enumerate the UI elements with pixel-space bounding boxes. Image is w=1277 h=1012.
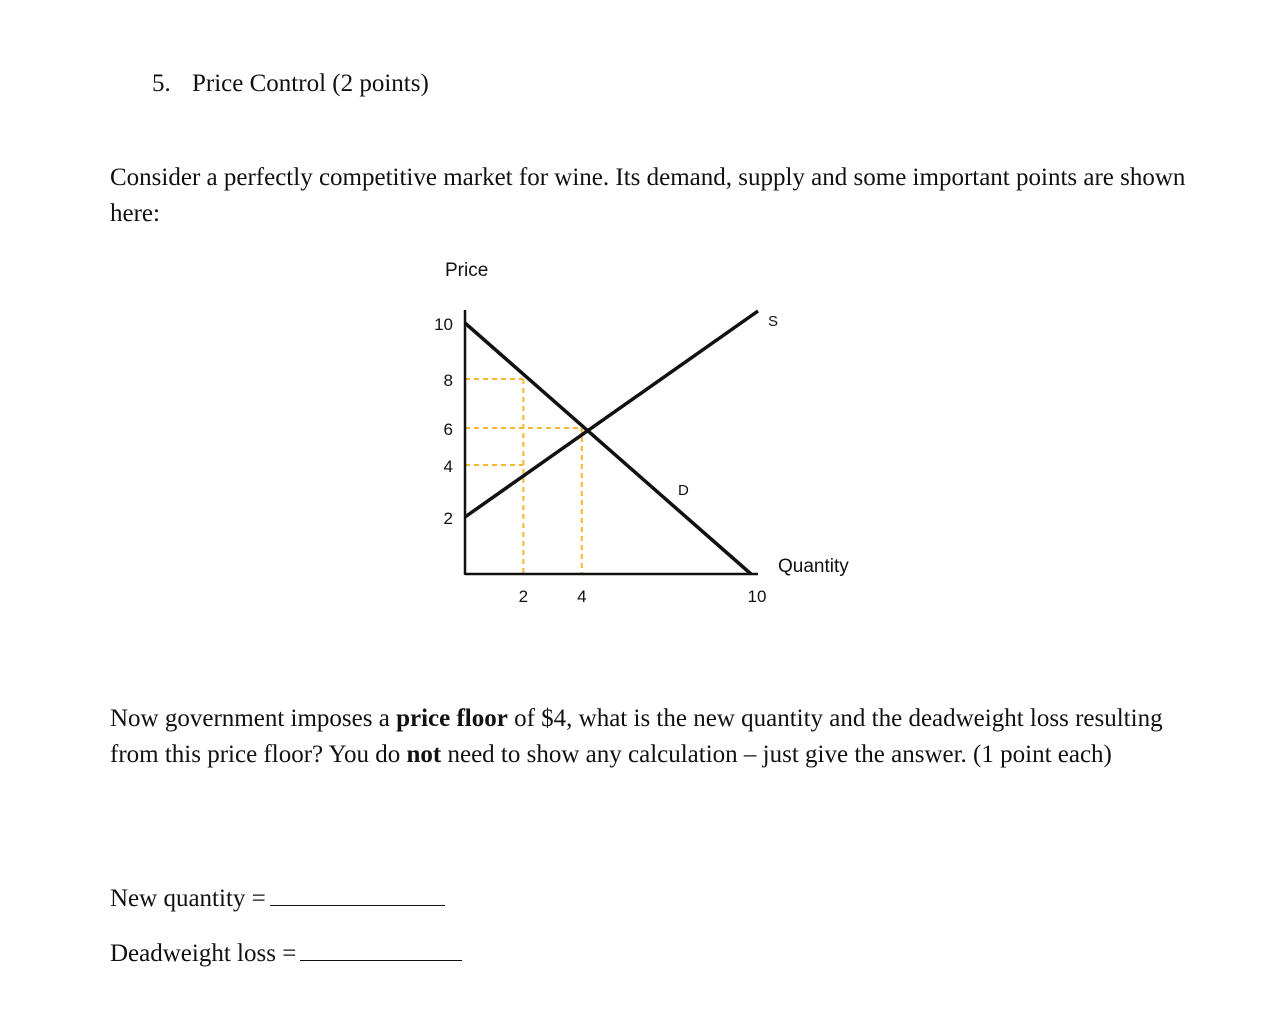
y-tick-label: 4 [443,457,453,476]
new-quantity-label: New quantity = [110,885,266,912]
question-paragraph [110,701,1190,773]
question-part-1: Now government imposes a [110,705,397,732]
y-tick-label: 2 [443,509,453,528]
x-axis-label: Quantity [778,556,849,577]
not-emphasis: not [406,741,442,768]
intro-paragraph: Consider a perfectly competitive market for wine. Its demand, supply and some important points are shown here: [110,164,1186,227]
supply-curve [465,311,758,517]
demand-label: D [678,482,689,499]
question-part-3: need to show any calculation – just give the answer. (1 point each) [441,741,1112,768]
deadweight-loss-label: Deadweight loss = [110,940,297,967]
new-quantity-row [110,881,445,913]
x-tick-label: 10 [747,587,767,606]
y-axis-label: Price [445,260,489,281]
y-tick-label: 6 [443,420,453,439]
x-tick-label: 2 [518,587,529,606]
question-title: Price Control (2 points) [192,70,429,97]
y-tick-label: 8 [443,371,453,390]
question-part-2: of $4, what is the new quantity and the deadweight loss resulting from this price floor? You do [110,705,1163,768]
deadweight-loss-blank[interactable] [300,936,462,961]
supply-label: S [768,313,779,330]
price-floor-term: price floor [396,705,508,732]
x-tick-label: 4 [577,587,587,606]
y-tick-label: 10 [434,315,453,334]
new-quantity-blank[interactable] [270,881,445,906]
question-number: 5. [152,70,171,97]
deadweight-loss-row [110,936,462,968]
demand-curve [465,323,751,574]
